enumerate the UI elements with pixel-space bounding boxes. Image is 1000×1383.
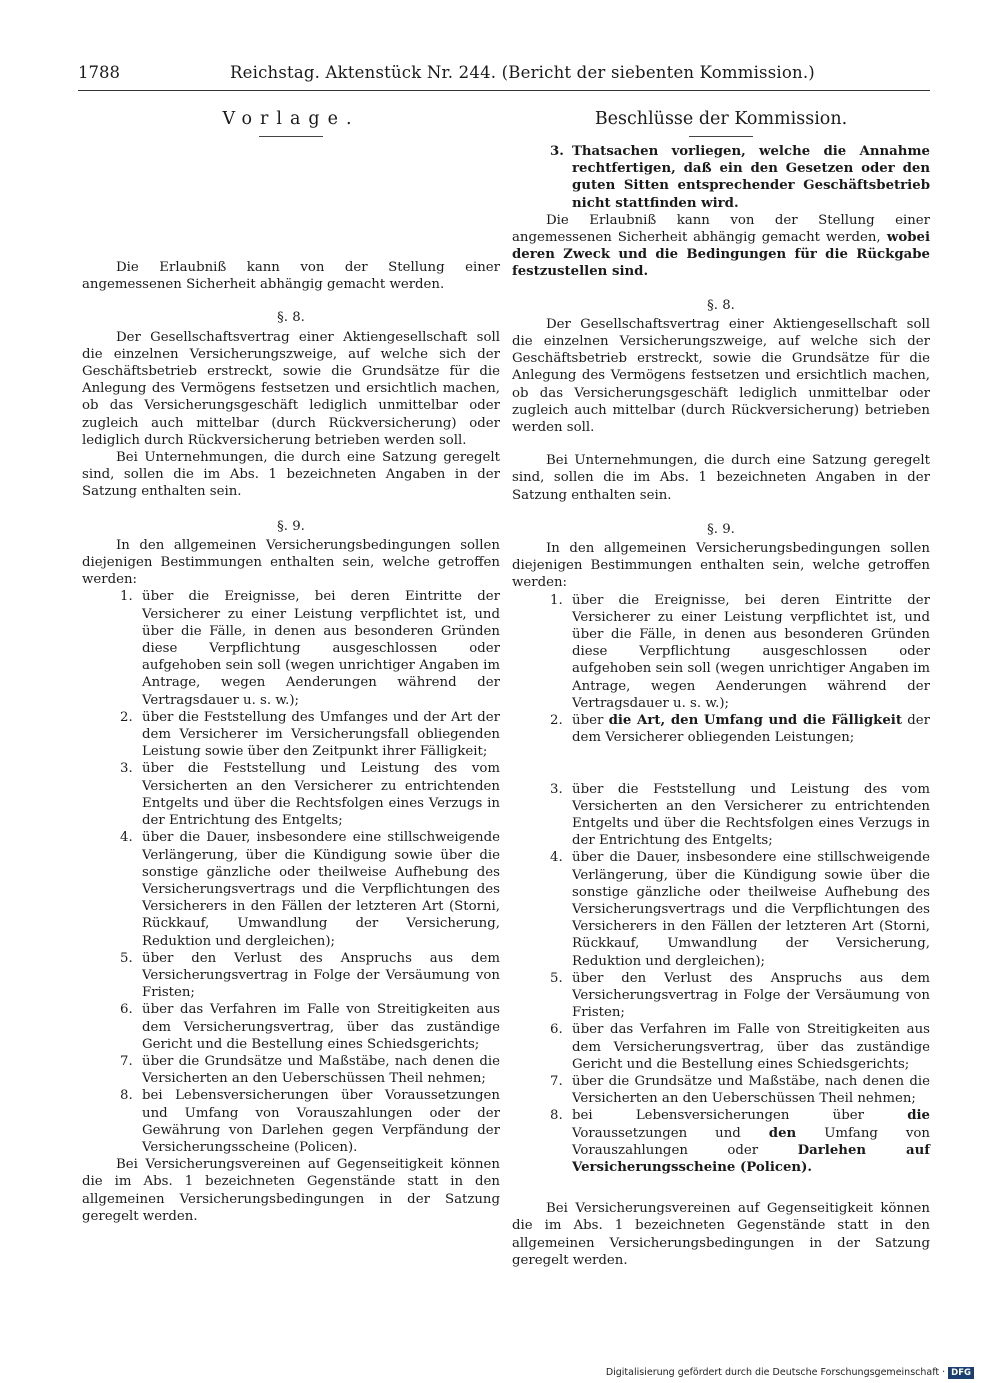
list-item [512, 1073, 930, 1107]
item-text: bei Lebensversicherungen über Voraussetzungen und Umfang von Vorauszahlungen oder der Gewährung von Darlehen gegen Verpfändung der Versicherungsscheine (Policen). [142, 1088, 500, 1155]
right-column-title: Beschlüsse der Kommission. [594, 109, 848, 129]
item-number: 7. [120, 1053, 133, 1069]
item-text: über die Dauer, insbesondere eine stillschweigende Verlängerung, über die Kündigung sowie über die sonstige gänzliche oder theilweise Aufhebung des Versicherungsvertrags und die Verpflichtungen des Versicherers in den Fällen der letzteren Art (Storni, Rückkauf, Umwandlung der Versicherung, Reduktion und dergleichen); [572, 850, 930, 969]
left-section-8-paragraph-1: Der Gesellschaftsvertrag einer Aktiengesellschaft soll die einzelnen Versicherungszweige, auf welche sich der Geschäftsbetrieb erstreckt, sowie die Grundsätze für die Anlegung des Vermögens festsetzen und ersichtlich machen, ob das Versicherungsgeschäft lediglich unmittelbar oder zugleich auch mittelbar (durch Rückversicherung) oder lediglich durch Rückversicherung betrieben werden soll. [82, 329, 500, 448]
item-amended-text: die [907, 1108, 930, 1124]
item-text: über die Grundsätze und Maßstäbe, nach denen die Versicherten an den Ueberschüssen Theil nehmen; [572, 1073, 930, 1107]
item-text: über die Grundsätze und Maßstäbe, nach denen die Versicherten an den Ueberschüssen Theil nehmen; [142, 1053, 500, 1087]
right-section-9-heading: §. 9. [707, 521, 735, 537]
list-item [82, 1053, 500, 1087]
right-section-9-intro: In den allgemeinen Versicherungsbedingungen sollen diejenigen Bestimmungen enthalten sein, welche getroffen werden: [512, 541, 930, 591]
item-number: 6. [120, 1002, 133, 1018]
item-number: 1. [550, 592, 563, 608]
list-item [512, 712, 930, 746]
item-number: 5. [120, 950, 133, 966]
dfg-logo: DFG [948, 1367, 974, 1379]
list-item [512, 781, 930, 850]
item-text: über die Ereignisse, bei deren Eintritte der Versicherer zu einer Leistung verpflichtet ist, und über die Fälle, in denen aus besonderen Gründen diese Verpflichtung ausgeschlossen oder aufgehoben sein soll (wegen unrichtiger Angaben im Antrage, wegen Aenderungen während der Vertragsdauer u. s. w.); [572, 592, 930, 711]
list-item [82, 760, 500, 829]
page-header [78, 62, 930, 88]
item-number: 2. [550, 713, 563, 729]
item-text [572, 713, 930, 745]
item-text: über den Verlust des Anspruchs aus dem Versicherungsvertrag in Folge der Versäumung von Fristen; [572, 970, 930, 1021]
left-section-8-paragraph-2: Bei Unternehmungen, die durch eine Satzung geregelt sind, sollen die im Abs. 1 bezeichneten Angaben in der Satzung enthalten sein. [82, 450, 500, 500]
left-intro-paragraph: Die Erlaubniß kann von der Stellung einer angemessenen Sicherheit abhängig gemacht werden. [82, 260, 500, 293]
item-number: 4. [120, 830, 133, 846]
item-amended-text: die Art, den Umfang und die Fälligkeit [608, 713, 902, 729]
item-text-part: über [572, 713, 609, 729]
item-number: 2. [120, 709, 133, 725]
left-column-vorlage [82, 108, 500, 1225]
list-item [82, 1001, 500, 1053]
item-text: über die Feststellung und Leistung des vom Versicherten an den Versicherer zu entrichtenden Entgelts und über die Rechtsfolgen eines Verzugs in der Entrichtung des Entgelts; [142, 761, 500, 829]
digitization-footer [606, 1367, 974, 1379]
list-item [512, 592, 930, 712]
left-section-8-heading: §. 8. [277, 310, 305, 326]
item-amended-text: Darlehen auf Versicherungsscheine (Policen). [572, 1142, 931, 1175]
item-number: 6. [550, 1022, 563, 1038]
left-section-9-list [82, 588, 500, 1156]
item-amended-text: den [768, 1125, 797, 1141]
list-item [512, 1107, 930, 1176]
list-item [512, 849, 930, 969]
item-text: über die Feststellung des Umfanges und der Art der dem Versicherer im Versicherungsfall obliegenden Leistung sowie über den Zeitpunkt ihrer Fälligkeit; [142, 709, 500, 760]
list-item [82, 709, 500, 761]
footer-credit-text: Digitalisierung gefördert durch die Deutsche Forschungsgemeinschaft · [605, 1367, 946, 1378]
item-text: über das Verfahren im Falle von Streitigkeiten aus dem Versicherungsvertrag, über das zuständige Gericht und die Bestellung eines Schiedsgerichts; [572, 1022, 930, 1072]
item-text: Thatsachen vorliegen, welche die Annahme rechtfertigen, daß ein den Gesetzen oder den guten Sitten entsprechender Geschäftsbetrieb nicht stattfinden wird. [572, 144, 930, 211]
item-text-part: Umfang von Vorauszahlungen oder [572, 1125, 931, 1158]
item-number: 8. [550, 1108, 563, 1124]
item-number: 4. [550, 850, 563, 866]
intro-regular-text: Die Erlaubniß kann von der Stellung einer angemessenen Sicherheit abhängig gemacht werden, [512, 212, 930, 246]
right-section-8-paragraph-1: Der Gesellschaftsvertrag einer Aktiengesellschaft soll die einzelnen Versicherungszweige, auf welche sich der Geschäftsbetrieb erstreckt, sowie die Grundsätze für die Anlegung des Vermögens festsetzen und ersichtlich machen, ob das Versicherungsgeschäft lediglich unmittelbar oder zugleich auch mittelbar (durch Rückversicherung) betrieben werden soll. [512, 316, 930, 436]
right-column-beschluesse [512, 108, 930, 1269]
item-text-part: Voraussetzungen und [572, 1125, 769, 1141]
item-text: über die Ereignisse, bei deren Eintritte der Versicherer zu einer Leistung verpflichtet ist, und über die Fälle, in denen aus besonderen Gründen diese Verpflichtung ausgeschlossen oder aufgehoben sein soll (wegen unrichtiger Angaben im Antrage, wegen Aenderungen während der Vertragsdauer u. s. w.); [142, 589, 500, 708]
item-text: über das Verfahren im Falle von Streitigkeiten aus dem Versicherungsvertrag, über das zuständige Gericht und die Bestellung eines Schiedsgerichts; [142, 1002, 500, 1052]
item-number: 1. [120, 589, 133, 605]
list-item [512, 970, 930, 1022]
item-text: über die Feststellung und Leistung des vom Versicherten an den Versicherer zu entrichtenden Entgelts und über die Rechtsfolgen eines Verzugs in der Entrichtung des Entgelts; [572, 781, 930, 849]
list-item [512, 1021, 930, 1073]
item-text-part: der dem Versicherer obliegenden Leistungen; [572, 713, 931, 746]
item-number: 8. [120, 1088, 133, 1104]
left-section-9-closing: Bei Versicherungsvereinen auf Gegenseitigkeit können die im Abs. 1 bezeichneten Gegenstände statt in den allgemeinen Versicherungsbedingungen in der Satzung geregelt werden. [82, 1157, 500, 1224]
item-text: über den Verlust des Anspruchs aus dem Versicherungsvertrag in Folge der Versäumung von Fristen; [142, 950, 500, 1001]
left-column-title: Vorlage. [222, 109, 360, 129]
item-number: 5. [550, 970, 563, 986]
list-item [82, 950, 500, 1002]
item-text: über die Dauer, insbesondere eine stillschweigende Verlängerung, über die Kündigung sowie über die sonstige gänzliche oder theilweise Aufhebung des Versicherungsvertrags und die Verpflichtungen des Versicherers in den Fällen der letzteren Art (Storni, Rückkauf, Umwandlung der Versicherung, Reduktion und dergleichen); [142, 830, 500, 949]
list-item [82, 829, 500, 949]
left-section-9-intro: In den allgemeinen Versicherungsbedingungen sollen diejenigen Bestimmungen enthalten sein, welche getroffen werden: [82, 537, 500, 588]
right-section-8-heading: §. 8. [707, 297, 735, 313]
right-section-8-paragraph-2: Bei Unternehmungen, die durch eine Satzung geregelt sind, sollen die im Abs. 1 bezeichneten Angaben in der Satzung enthalten sein. [512, 453, 930, 503]
list-item [82, 588, 500, 708]
running-title: Reichstag. Aktenstück Nr. 244. (Bericht der siebenten Kommission.) [230, 63, 815, 82]
left-section-9-heading: §. 9. [277, 518, 305, 534]
list-item [512, 143, 930, 212]
item-number: 3. [550, 781, 563, 797]
right-section-9-list [512, 592, 930, 1177]
item-number: 3. [550, 144, 564, 159]
list-spacer [512, 747, 930, 781]
item-number: 7. [550, 1073, 563, 1089]
header-rule [78, 90, 930, 91]
list-item [82, 1087, 500, 1156]
page-number: 1788 [78, 63, 120, 82]
item-number: 3. [120, 761, 133, 777]
right-item-3 [512, 143, 930, 212]
item-text [572, 1108, 930, 1175]
right-intro-paragraph [512, 212, 930, 281]
right-section-9-closing: Bei Versicherungsvereinen auf Gegenseitigkeit können die im Abs. 1 bezeichneten Gegenstände statt in den allgemeinen Versicherungsbedingungen in der Satzung geregelt werden. [512, 1201, 930, 1268]
intro-amended-text: wobei deren Zweck und die Bedingungen für die Rückgabe festzustellen sind. [512, 230, 930, 280]
item-text-part: bei Lebensversicherungen über [572, 1108, 908, 1124]
